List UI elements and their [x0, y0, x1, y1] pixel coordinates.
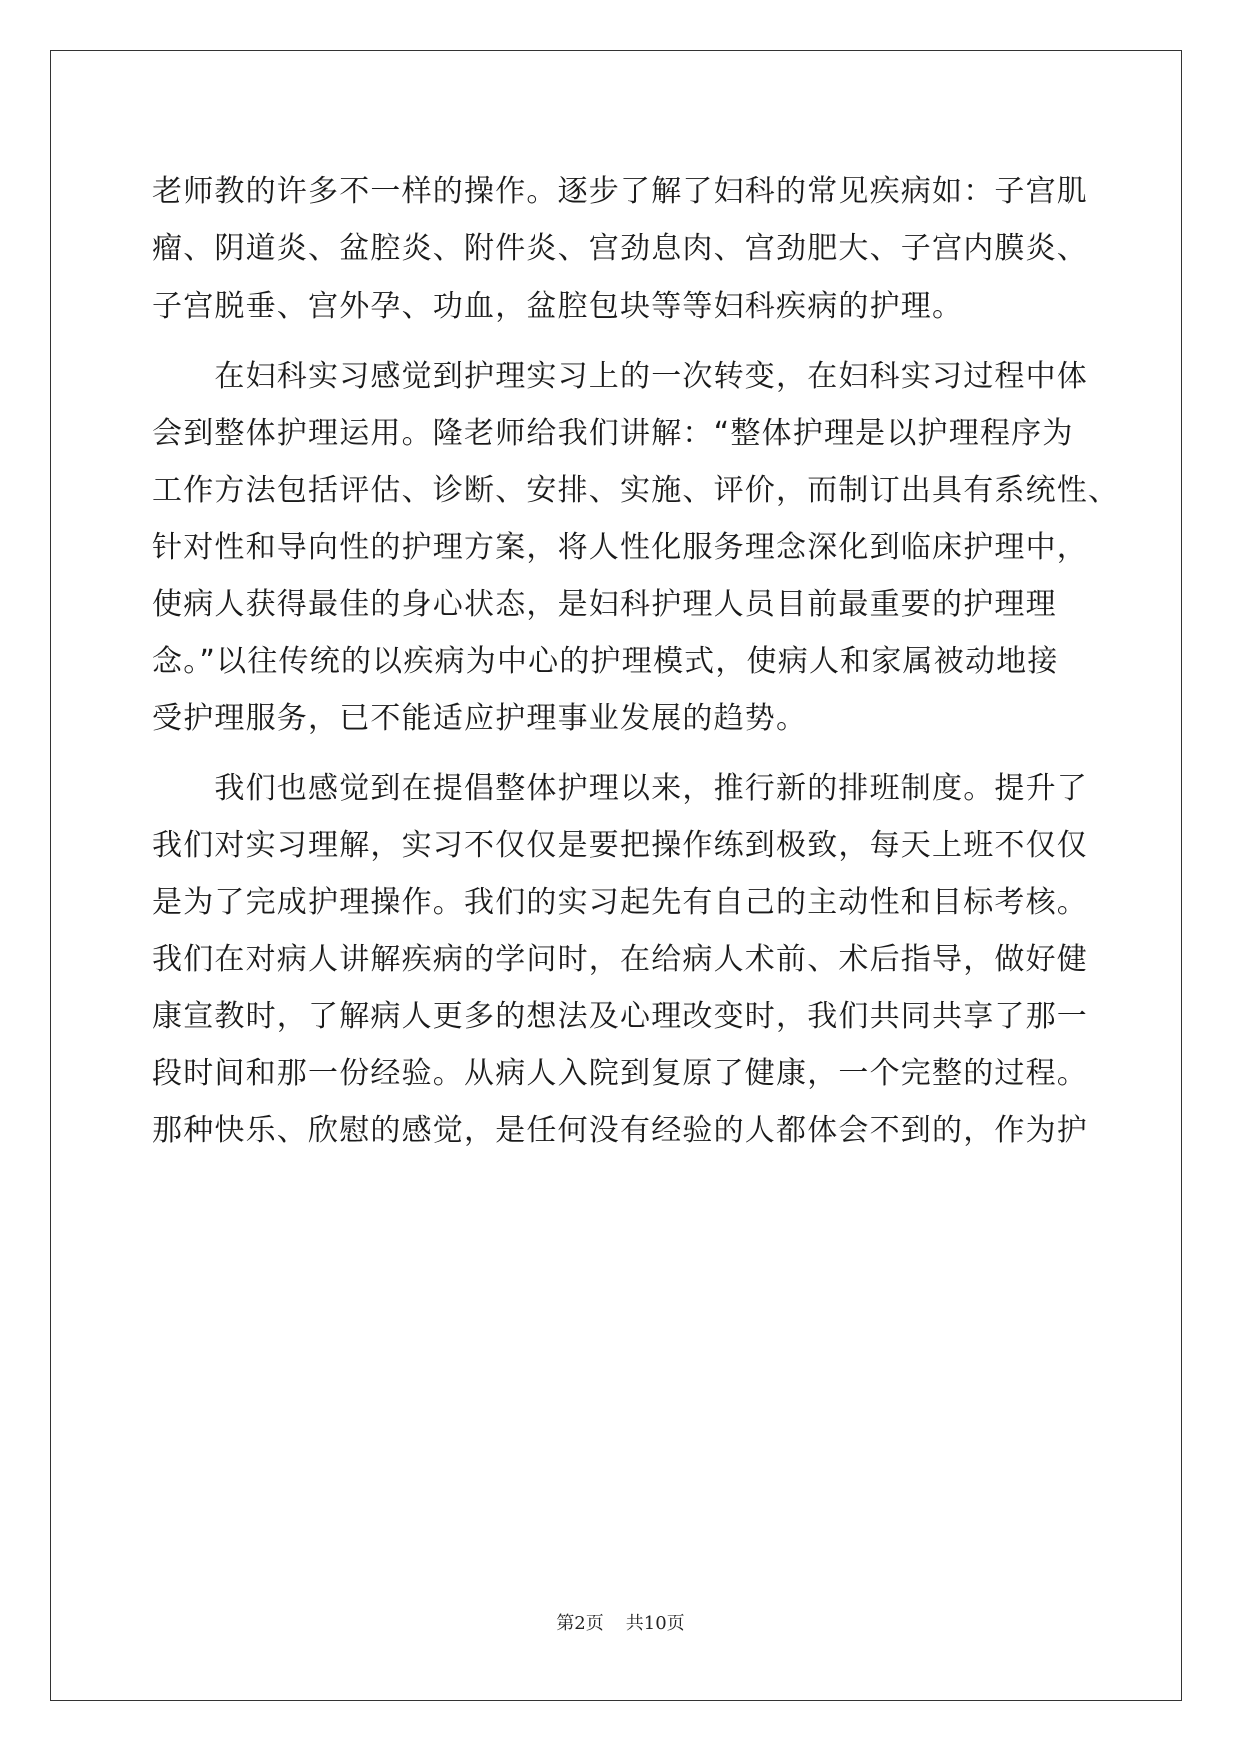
text-line: 受护理服务，已不能适应护理事业发展的趋势。: [152, 701, 808, 736]
page-total: 共10页: [625, 1613, 685, 1634]
text-line: 是为了完成护理操作。我们的实习起先有自己的主动性和目标考核。: [152, 885, 1088, 920]
text-line: 我们也感觉到在提倡整体护理以来，推行新的排班制度。提升了: [152, 771, 1088, 806]
text-line: 老师教的许多不一样的操作。逐步了解了妇科的常见疾病如：子宫肌: [152, 174, 1088, 209]
text-line: 康宣教时，了解病人更多的想法及心理改变时，我们共同共享了那一: [152, 999, 1088, 1034]
text-line: 子宫脱垂、宫外孕、功血，盆腔包块等等妇科疾病的护理。: [152, 289, 964, 324]
text-line: 针对性和导向性的护理方案，将人性化服务理念深化到临床护理中，: [152, 530, 1088, 565]
text-line: 使病人获得最佳的身心状态，是妇科护理人员目前最重要的护理理: [152, 587, 1057, 622]
text-line: 在妇科实习感觉到护理实习上的一次转变，在妇科实习过程中体: [152, 359, 1088, 394]
page-number: 第2页: [556, 1613, 604, 1634]
text-line: 念。”以往传统的以疾病为中心的护理模式，使病人和家属被动地接: [152, 644, 1059, 679]
page-footer: [0, 1612, 1241, 1636]
text-line: 瘤、阴道炎、盆腔炎、附件炎、宫劲息肉、宫劲肥大、子宫内膜炎、: [152, 231, 1088, 266]
text-line: 那种快乐、欣慰的感觉，是任何没有经验的人都体会不到的，作为护: [152, 1113, 1088, 1148]
text-line: 我们在对病人讲解疾病的学问时，在给病人术前、术后指导，做好健: [152, 942, 1088, 977]
text-line: 段时间和那一份经验。从病人入院到复原了健康，一个完整的过程。: [152, 1056, 1088, 1091]
text-line: 我们对实习理解，实习不仅仅是要把操作练到极致，每天上班不仅仅: [152, 828, 1088, 863]
text-line: 工作方法包括评估、诊断、安排、实施、评价，而制订出具有系统性、: [152, 473, 1120, 508]
text-line: 会到整体护理运用。隆老师给我们讲解：“整体护理是以护理程序为: [152, 416, 1074, 451]
